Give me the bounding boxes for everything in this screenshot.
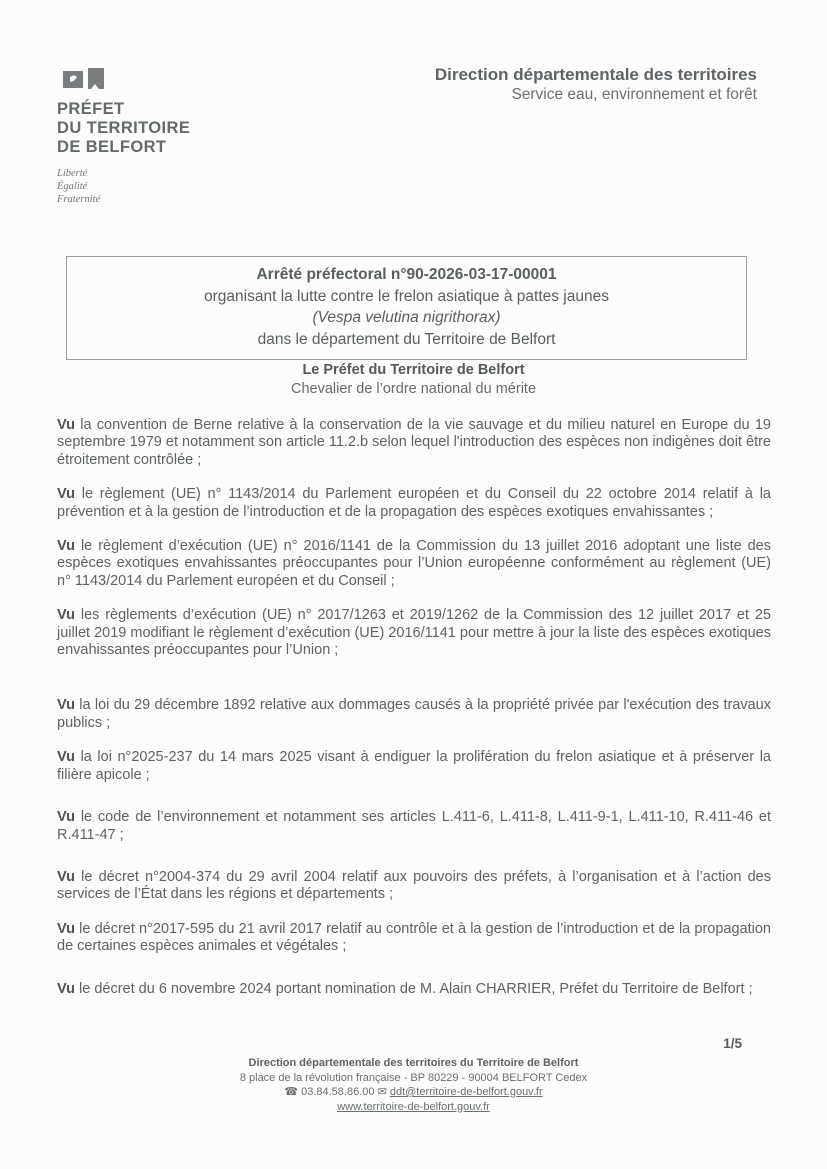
vu-lead: Vu xyxy=(57,417,75,433)
recital-text: le décret du 6 novembre 2024 portant nomination de M. Alain CHARRIER, Préfet du Territoire de Belfort ; xyxy=(75,980,753,997)
decree-title-box xyxy=(66,256,747,360)
footer-website-link[interactable]: www.territoire-de-belfort.gouv.fr xyxy=(337,1100,490,1113)
recital-text: les règlements d’exécution (UE) n° 2017/1263 et 2019/1262 de la Commission des 12 juillet 2017 et 25 juillet 2019 modifiant le règlement d’exécution (UE) 2016/1141 pour mettre à jour la liste des espèces exotiques envahissantes préoccupantes pour l’Union ; xyxy=(57,607,771,659)
prefect-salutation xyxy=(0,361,827,399)
document-footer xyxy=(0,1056,827,1114)
vu-lead: Vu xyxy=(57,920,75,937)
footer-phone: 03.84.58.86.00 xyxy=(301,1086,375,1098)
motto-egalite: Égalité xyxy=(57,181,88,192)
vu-lead: Vu xyxy=(57,697,75,714)
vu-lead: Vu xyxy=(57,868,75,885)
footer-email-link[interactable]: ddt@territoire-de-belfort.gouv.fr xyxy=(389,1086,543,1098)
logo-line-territoire: DU TERRITOIRE xyxy=(57,119,191,137)
recital-paragraph xyxy=(57,981,771,998)
decree-species-name: (Vespa velutina nigrithorax) xyxy=(312,309,501,326)
footer-office: Direction départementale des territoires du Territoire de Belfort xyxy=(248,1057,579,1069)
page-number: 1/5 xyxy=(723,1036,742,1051)
prefect-title: Le Préfet du Territoire de Belfort xyxy=(302,362,525,378)
recitals xyxy=(57,417,771,1015)
mail-icon: ✉ xyxy=(377,1086,387,1098)
decree-department: dans le département du Territoire de Belfort xyxy=(257,330,556,348)
direction-title: Direction départementale des territoires xyxy=(434,65,757,84)
recital-paragraph xyxy=(57,486,771,521)
footer-address: 8 place de la révolution française - BP 80229 - 90004 BELFORT Cedex xyxy=(239,1071,588,1084)
logo-line-prefet: PRÉFET xyxy=(57,100,125,118)
republic-motto xyxy=(57,167,190,206)
decree-subject: organisant la lutte contre le frelon asiatique à pattes jaunes xyxy=(204,287,609,305)
recital-text: le décret n°2004-374 du 29 avril 2004 relatif aux pouvoirs des préfets, à l’organisation et à l’action des services de l’État dans les régions et départements ; xyxy=(57,868,771,903)
prefecture-logo xyxy=(57,68,190,206)
motto-fraternite: Fraternité xyxy=(57,194,101,205)
vu-lead: Vu xyxy=(57,538,75,555)
issuing-service-header xyxy=(435,64,757,105)
vu-lead: Vu xyxy=(57,607,75,624)
service-subtitle: Service eau, environnement et forêt xyxy=(511,86,757,103)
footer-contact-line xyxy=(0,1085,827,1100)
recital-paragraph xyxy=(57,869,771,904)
recital-text: le règlement d’exécution (UE) n° 2016/1141 de la Commission du 13 juillet 2016 adoptant une liste des espèces exotiques envahissantes préoccupantes pour l’Union européenne conformément au règlement (UE) n° 1143/2014 du Parlement européen et du Conseil ; xyxy=(57,538,771,589)
prefect-honor: Chevalier de l’ordre national du mérite xyxy=(290,381,537,397)
vu-lead: Vu xyxy=(57,809,75,826)
logo-line-belfort: DE BELFORT xyxy=(57,138,167,156)
marianne-flag-icon xyxy=(63,68,107,94)
recital-paragraph xyxy=(57,607,771,659)
recital-text: la loi du 29 décembre 1892 relative aux dommages causés à la propriété privée par l'exécution des travaux publics ; xyxy=(57,697,771,731)
phone-icon: ☎ xyxy=(284,1086,299,1098)
recital-text: la convention de Berne relative à la conservation de la vie sauvage et du milieu naturel en Europe du 19 septembre 1979 et notamment son article 11.2.b selon lequel l'introduction des espèces non indigènes doit être étroitement contrôlée ; xyxy=(57,417,771,468)
decree-number: Arrêté préfectoral n°90-2026-03-17-00001 xyxy=(256,266,557,283)
motto-liberte: Liberté xyxy=(57,168,88,179)
recital-text: le règlement (UE) n° 1143/2014 du Parlement européen et du Conseil du 22 octobre 2014 relatif à la prévention et à la gestion de l’introduction et de la propagation des espèces exotiques envahissantes ; xyxy=(57,486,771,520)
recital-text: le code de l’environnement et notamment ses articles L.411-6, L.411-8, L.411-9-1, L.411-10, R.411-46 et R.411-47 ; xyxy=(57,809,771,843)
recital-paragraph xyxy=(57,809,771,844)
recital-paragraph xyxy=(57,697,771,732)
vu-lead: Vu xyxy=(57,749,75,766)
recital-text: le décret n°2017-595 du 21 avril 2017 relatif au contrôle et à la gestion de l’introduction et de la propagation de certaines espèces animales et végétales ; xyxy=(57,920,771,955)
vu-lead: Vu xyxy=(57,980,75,997)
vu-lead: Vu xyxy=(57,486,75,503)
recital-text: la loi n°2025-237 du 14 mars 2025 visant à endiguer la prolifération du frelon asiatique et à préserver la filière apicole ; xyxy=(57,749,771,783)
recital-paragraph xyxy=(57,538,771,590)
recital-paragraph xyxy=(57,921,771,956)
recital-paragraph xyxy=(57,417,771,469)
recital-paragraph xyxy=(57,749,771,784)
